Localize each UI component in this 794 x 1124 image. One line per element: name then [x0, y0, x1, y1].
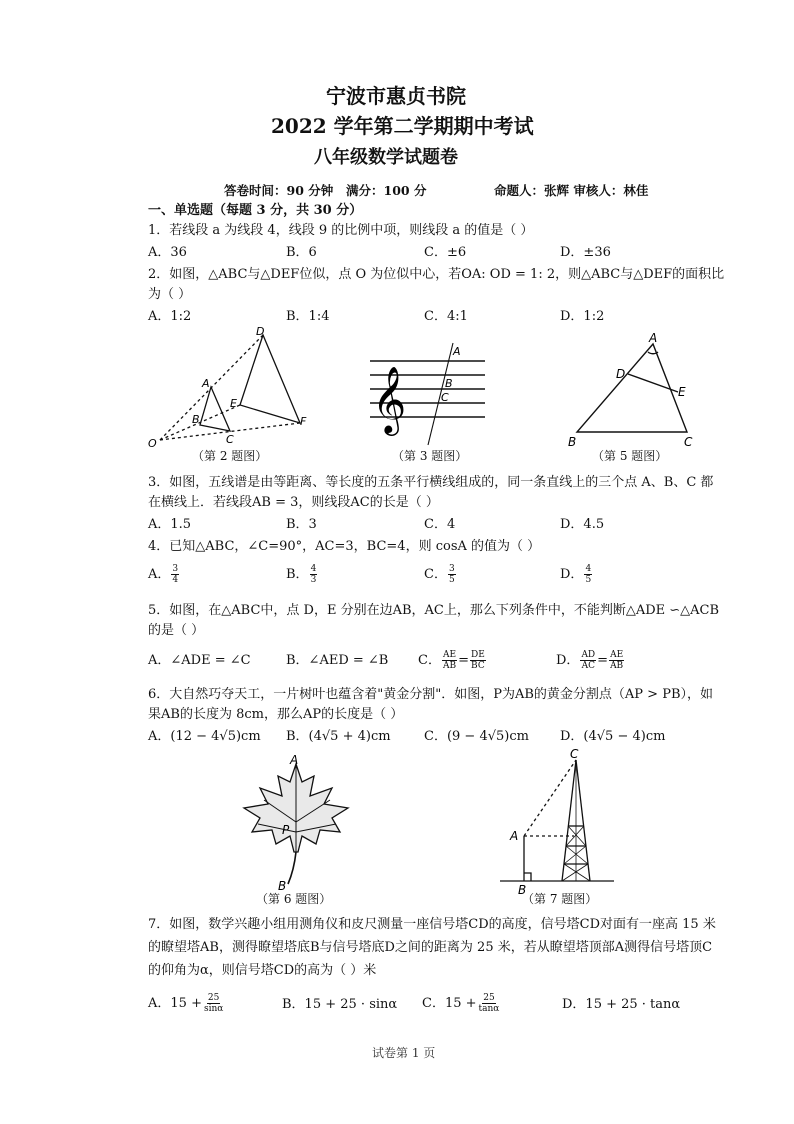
- label-O: O: [148, 437, 157, 450]
- q4-option-b: [286, 564, 318, 585]
- q3-stem-line2: 在横线上．若线段AB = 3，则线段AC的长是（ ）: [148, 495, 439, 510]
- q4-option-a-label: A．: [148, 567, 171, 582]
- fraction: [478, 993, 501, 1014]
- q5-option-b: B．∠AED = ∠B: [286, 653, 389, 668]
- label-C: C: [226, 433, 234, 446]
- q5-option-d-label: D．: [556, 653, 580, 668]
- q7-option-c-label: C．15 +: [422, 996, 477, 1011]
- denominator: AB: [442, 661, 457, 671]
- label-E: E: [678, 385, 686, 399]
- q7-stem-line3: 的仰角为α，则信号塔CD的高为（ ）米: [148, 963, 377, 978]
- q5-stem-line2: 的是（ ）: [148, 623, 205, 638]
- denominator: sinα: [203, 1004, 224, 1014]
- q3-option-c: C．4: [424, 517, 456, 532]
- label-P: P: [282, 823, 290, 837]
- q2-option-c: C．4:1: [424, 309, 468, 324]
- figure-3-caption: （第 3 题图）: [392, 449, 468, 463]
- fraction: [203, 993, 224, 1014]
- q1-option-c: C．±6: [424, 245, 467, 260]
- fraction: [580, 650, 596, 671]
- numerator: DE: [470, 650, 485, 660]
- label-B: B: [518, 883, 527, 896]
- numerator: AE: [610, 650, 624, 660]
- exam-time: 答卷时间：90 分钟: [224, 183, 334, 198]
- q3-option-b: B．3: [286, 517, 317, 532]
- q7-option-b: B．15 + 25 · sinα: [282, 997, 398, 1012]
- q5-option-a: A．∠ADE = ∠C: [148, 653, 251, 668]
- q2-option-b: B．1:4: [286, 309, 330, 324]
- q6-option-b: B．(4√5 + 4)cm: [286, 729, 391, 744]
- q4-option-c: [424, 564, 457, 585]
- denominator: AB: [610, 661, 624, 671]
- q4-option-a: [148, 564, 180, 585]
- q5-option-c: [418, 650, 487, 671]
- q5-option-c-label: C．: [418, 653, 441, 668]
- label-E: E: [230, 397, 237, 410]
- label-A: A: [202, 377, 210, 390]
- exam-title: 2022 学年第二学期期中考试: [271, 114, 534, 138]
- q3-option-d: D．4.5: [560, 517, 605, 532]
- q1-option-d: D．±36: [560, 245, 611, 260]
- q4-stem: 4．已知△ABC，∠C=90°，AC=3，BC=4，则 cosA 的值为（ ）: [148, 539, 541, 554]
- q7-option-c: [422, 993, 501, 1014]
- q4-option-c-label: C．: [424, 567, 447, 582]
- figure-6-caption: （第 6 题图）: [256, 892, 332, 906]
- q6-stem-line1: 6．大自然巧夺天工，一片树叶也蕴含着"黄金分割"．如图，P为AB的黄金分割点（AP > PB），如: [148, 687, 714, 702]
- figure-7-caption: （第 7 题图）: [522, 892, 598, 906]
- q1-stem: 1．若线段 a 为线段 4，线段 9 的比例中项，则线段 a 的值是（ ）: [148, 223, 534, 238]
- q5-option-d: [556, 650, 625, 671]
- denominator: tanα: [478, 1004, 500, 1014]
- figure-5-caption: （第 5 题图）: [592, 449, 668, 463]
- q2-option-a: A．1:2: [148, 309, 192, 324]
- figure-2-caption: （第 2 题图）: [192, 449, 268, 463]
- label-A: A: [290, 753, 299, 767]
- treble-clef-icon: 𝄞: [372, 365, 407, 433]
- q7-option-d: D．15 + 25 · tanα: [562, 997, 681, 1012]
- figure-5-triangle: [560, 330, 710, 450]
- denominator: 4: [172, 575, 179, 585]
- numerator: 3: [448, 564, 455, 574]
- label-D: D: [616, 367, 626, 381]
- label-C: C: [441, 391, 449, 404]
- fraction: [310, 564, 318, 585]
- fraction: [609, 650, 624, 671]
- q4-option-d-label: D．: [560, 567, 584, 582]
- denominator: 5: [448, 575, 455, 585]
- label-F: F: [300, 415, 307, 428]
- paper-title: 八年级数学试题卷: [314, 147, 458, 168]
- q1-option-a: A．36: [148, 245, 187, 260]
- denominator: BC: [471, 661, 485, 671]
- fraction: [448, 564, 456, 585]
- section-title: 一、单选题（每题 3 分，共 30 分）: [148, 203, 363, 218]
- page-footer: 试卷第 1 页: [372, 1046, 436, 1060]
- q7-option-a: [148, 993, 225, 1014]
- q3-option-a: A．1.5: [148, 517, 192, 532]
- q6-option-c: C．(9 − 4√5)cm: [424, 729, 529, 744]
- numerator: AE: [442, 650, 457, 660]
- fraction: [442, 650, 457, 671]
- q6-option-a: A．(12 − 4√5)cm: [148, 729, 261, 744]
- q2-stem-line1: 2．如图，△ABC与△DEF位似，点 O 为位似中心，若OA: OD = 1: 2，则△ABC与△DEF的面积比: [148, 267, 725, 282]
- q6-stem-line2: 果AB的长度为 8cm，那么AP的长度是（ ）: [148, 707, 404, 722]
- q7-option-a-label: A．15 +: [148, 996, 202, 1011]
- label-A: A: [510, 829, 519, 843]
- q2-stem-line2: 为（ ）: [148, 287, 192, 302]
- label-A: A: [453, 345, 461, 358]
- exam-authors: 命题人：张辉 审核人：林佳: [494, 183, 649, 198]
- figure-6-leaf: [236, 752, 356, 892]
- equals-sign: =: [458, 653, 469, 668]
- q7-stem-line1: 7．如图，数学兴趣小组用测角仪和皮尺测量一座信号塔CD的高度，信号塔CD对面有一座高 15 米: [148, 917, 716, 932]
- numerator: AD: [581, 650, 596, 660]
- q2-option-d: D．1:2: [560, 309, 605, 324]
- school-name: 宁波市惠贞书院: [326, 84, 466, 108]
- label-B: B: [568, 435, 577, 449]
- label-B: B: [192, 413, 200, 426]
- q7-stem-line2: 的瞭望塔AB，测得瞭望塔底B与信号塔底D之间的距离为 25 米，若从瞭望塔顶部A测得信号塔顶C: [148, 940, 713, 955]
- q4-option-b-label: B．: [286, 567, 309, 582]
- label-C: C: [570, 747, 579, 761]
- equals-sign: =: [597, 653, 609, 668]
- label-A: A: [649, 331, 658, 345]
- fraction: [171, 564, 179, 585]
- denominator: 5: [585, 575, 592, 585]
- fraction: [584, 564, 592, 585]
- numerator: 25: [483, 993, 495, 1003]
- numerator: 25: [207, 993, 220, 1003]
- denominator: AC: [581, 661, 595, 671]
- q5-stem-line1: 5．如图，在△ABC中，点 D，E 分别在边AB，AC上，那么下列条件中，不能判断△ADE ∽△ACB: [148, 603, 720, 618]
- fraction: [470, 650, 486, 671]
- figure-2-homothety: [140, 325, 330, 465]
- label-D: D: [256, 325, 265, 338]
- numerator: 4: [585, 564, 592, 574]
- figure-3-staff: [360, 333, 490, 448]
- denominator: 3: [310, 575, 317, 585]
- label-C: C: [684, 435, 693, 449]
- label-B: B: [278, 879, 287, 892]
- label-B: B: [445, 377, 453, 390]
- q4-option-d: [560, 564, 593, 585]
- numerator: 3: [172, 564, 179, 574]
- figure-7-towers: [498, 746, 618, 896]
- q6-option-d: D．(4√5 − 4)cm: [560, 729, 666, 744]
- q1-option-b: B．6: [286, 245, 317, 260]
- exam-score: 满分：100 分: [346, 183, 427, 198]
- q3-stem-line1: 3．如图，五线谱是由等距离、等长度的五条平行横线组成的，同一条直线上的三个点 A、B、C 都: [148, 475, 714, 490]
- numerator: 4: [310, 564, 317, 574]
